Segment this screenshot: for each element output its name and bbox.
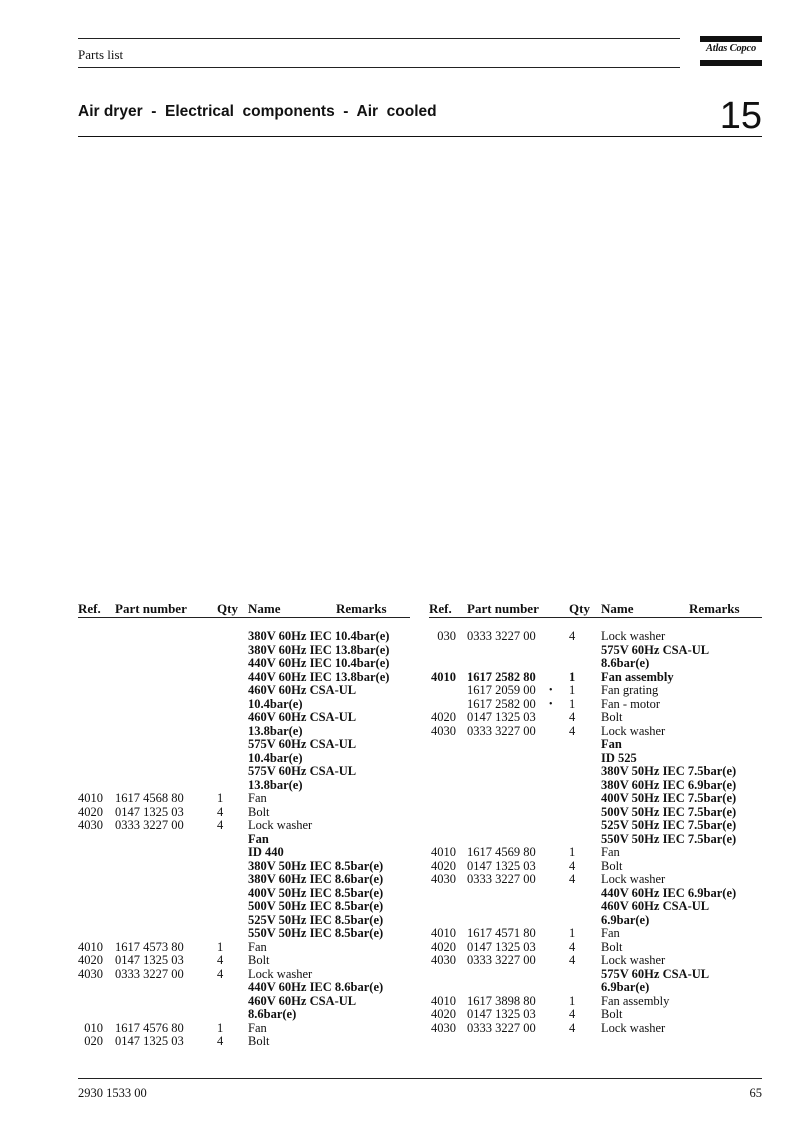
part-qty: 4	[569, 710, 576, 724]
table-row	[70, 644, 410, 658]
part-number: 0147 1325 03	[467, 710, 536, 724]
part-number: 1617 4568 80	[115, 791, 184, 805]
table-row	[420, 927, 762, 941]
table-row	[70, 954, 410, 968]
table-row	[70, 819, 410, 833]
part-ref: 4030	[431, 1020, 456, 1035]
part-qty: 4	[569, 723, 576, 738]
table-row	[420, 630, 762, 644]
table-row	[420, 657, 762, 671]
part-qty: 4	[569, 1020, 576, 1035]
part-ref: 4030	[78, 818, 103, 832]
table-row	[420, 914, 762, 928]
part-name: Lock washer	[601, 629, 666, 643]
part-number: 0147 1325 03	[467, 939, 536, 954]
table-row	[420, 752, 762, 766]
part-ref: 4020	[78, 804, 103, 819]
table-row	[420, 887, 762, 901]
part-ref: 4010	[431, 845, 456, 859]
part-qty: 4	[569, 953, 576, 967]
part-name: Lock washer	[601, 723, 666, 738]
table-row	[70, 1008, 410, 1022]
part-name: 440V 60Hz IEC 8.6bar(e)	[248, 980, 384, 994]
part-ref: 020	[84, 1034, 103, 1048]
part-name: 575V 60Hz CSA-UL	[601, 966, 710, 981]
part-name: 525V 50Hz IEC 7.5bar(e)	[601, 818, 737, 832]
table-row	[420, 954, 762, 968]
part-name: 440V 60Hz IEC 6.9bar(e)	[601, 885, 737, 900]
part-number: 0333 3227 00	[467, 1020, 536, 1035]
part-ref: 4020	[78, 953, 103, 967]
part-ref: 4010	[78, 939, 103, 954]
part-number: 1617 2582 80	[467, 669, 536, 684]
col-rule-left	[78, 617, 410, 618]
table-row	[70, 833, 410, 847]
part-name: Fan	[601, 737, 622, 751]
table-row	[420, 725, 762, 739]
part-number: 0147 1325 03	[467, 858, 536, 873]
part-ref: 4030	[431, 953, 456, 967]
part-name: 575V 60Hz CSA-UL	[601, 642, 710, 657]
table-row	[70, 792, 410, 806]
part-name: Lock washer	[601, 1020, 666, 1035]
table-row	[420, 698, 762, 712]
part-name: Lock washer	[248, 818, 313, 832]
table-row	[420, 806, 762, 820]
part-name: Bolt	[248, 1034, 270, 1048]
part-ref: 4030	[431, 872, 456, 886]
part-number: 0147 1325 03	[115, 953, 184, 967]
part-name: 6.9bar(e)	[601, 912, 650, 927]
part-qty: 1	[569, 669, 576, 684]
part-name: Lock washer	[601, 872, 666, 886]
table-row	[70, 1035, 410, 1049]
bullet-icon: •	[549, 685, 553, 696]
table-row	[420, 792, 762, 806]
part-ref: 4020	[431, 710, 456, 724]
part-name: 8.6bar(e)	[601, 656, 650, 670]
part-name: 550V 50Hz IEC 8.5bar(e)	[248, 926, 384, 940]
table-row	[70, 765, 410, 779]
part-qty: 4	[569, 1007, 576, 1021]
part-name: Bolt	[248, 953, 270, 967]
part-name: Fan	[601, 926, 620, 940]
table-row	[420, 1022, 762, 1036]
table-row	[70, 698, 410, 712]
part-name: 10.4bar(e)	[248, 750, 303, 765]
table-row	[70, 927, 410, 941]
part-name: Fan	[248, 831, 269, 846]
table-row	[70, 752, 410, 766]
part-qty: 4	[569, 939, 576, 954]
part-name: 13.8bar(e)	[248, 723, 303, 738]
part-name: 380V 60Hz IEC 10.4bar(e)	[248, 629, 390, 643]
part-name: Fan assembly	[601, 993, 670, 1008]
part-number: 0333 3227 00	[467, 872, 536, 886]
part-qty: 4	[569, 858, 576, 873]
part-name: Bolt	[601, 710, 623, 724]
part-name: 380V 60Hz IEC 8.6bar(e)	[248, 872, 384, 886]
part-name: 400V 50Hz IEC 7.5bar(e)	[601, 791, 737, 805]
table-row	[70, 914, 410, 928]
part-name: Lock washer	[601, 953, 666, 967]
table-row	[420, 968, 762, 982]
part-name: 525V 50Hz IEC 8.5bar(e)	[248, 912, 384, 927]
table-row	[420, 846, 762, 860]
part-qty: 1	[569, 696, 576, 711]
part-name: 440V 60Hz IEC 10.4bar(e)	[248, 656, 390, 670]
table-row	[420, 995, 762, 1009]
title-rule	[78, 136, 762, 137]
part-name: 460V 60Hz CSA-UL	[248, 683, 357, 697]
page-number: 65	[749, 1086, 762, 1100]
table-row	[70, 738, 410, 752]
table-row	[70, 725, 410, 739]
table-row	[420, 1008, 762, 1022]
part-name: Lock washer	[248, 966, 313, 981]
part-name: Bolt	[601, 1007, 623, 1021]
logo-text: Atlas Copco	[705, 43, 756, 54]
table-row	[420, 981, 762, 995]
col-part-right: Part number	[467, 601, 539, 616]
part-name: 440V 60Hz IEC 13.8bar(e)	[248, 669, 390, 684]
table-row	[420, 873, 762, 887]
part-qty: 1	[569, 683, 576, 697]
part-qty: 1	[569, 926, 576, 940]
table-row	[70, 968, 410, 982]
part-qty: 4	[217, 818, 224, 832]
part-qty: 4	[217, 1034, 224, 1048]
col-remarks-left: Remarks	[336, 601, 387, 616]
part-ref: 4020	[431, 858, 456, 873]
table-row	[420, 900, 762, 914]
table-row	[420, 644, 762, 658]
col-rule-right	[429, 617, 762, 618]
page-title: Air dryer - Electrical components - Air cooled	[78, 103, 437, 120]
col-ref-right: Ref.	[429, 601, 452, 616]
part-name: 380V 60Hz IEC 6.9bar(e)	[601, 777, 737, 792]
table-row	[70, 657, 410, 671]
part-number: 1617 3898 80	[467, 993, 536, 1008]
table-row	[420, 860, 762, 874]
table-row	[70, 846, 410, 860]
table-row	[70, 887, 410, 901]
part-name: 380V 60Hz IEC 13.8bar(e)	[248, 642, 390, 657]
part-name: Fan	[248, 1020, 267, 1035]
part-number: 1617 4569 80	[467, 845, 536, 859]
table-row	[420, 941, 762, 955]
part-number: 0147 1325 03	[115, 804, 184, 819]
section-label: Parts list	[78, 47, 124, 62]
part-ref: 4010	[431, 669, 456, 684]
table-row	[420, 819, 762, 833]
part-ref: 030	[437, 629, 456, 643]
part-ref: 4030	[431, 723, 456, 738]
part-name: 380V 50Hz IEC 8.5bar(e)	[248, 858, 384, 873]
part-number: 1617 2582 00	[467, 696, 536, 711]
part-ref: 4010	[431, 993, 456, 1008]
part-ref: 010	[84, 1020, 103, 1035]
part-qty: 1	[217, 791, 224, 805]
part-number: 0147 1325 03	[115, 1034, 184, 1048]
part-qty: 4	[217, 953, 224, 967]
part-number: 0333 3227 00	[115, 966, 184, 981]
part-name: Bolt	[601, 858, 623, 873]
table-row	[70, 806, 410, 820]
part-qty: 1	[569, 993, 576, 1008]
part-name: 10.4bar(e)	[248, 696, 303, 711]
part-name: 460V 60Hz CSA-UL	[601, 899, 710, 913]
part-ref: 4030	[78, 966, 103, 981]
table-row	[70, 671, 410, 685]
part-name: Fan	[248, 791, 267, 805]
document-number: 2930 1533 00	[78, 1086, 147, 1100]
footer-rule	[78, 1078, 762, 1079]
part-name: Fan	[248, 939, 267, 954]
table-row	[70, 630, 410, 644]
part-name: Fan - motor	[601, 696, 661, 711]
part-number: 0333 3227 00	[467, 723, 536, 738]
part-name: 500V 50Hz IEC 7.5bar(e)	[601, 804, 737, 819]
col-ref-left: Ref.	[78, 601, 101, 616]
table-row	[70, 941, 410, 955]
part-name: Fan	[601, 845, 620, 859]
part-name: ID 440	[248, 845, 284, 859]
part-ref: 4010	[431, 926, 456, 940]
part-number: 0147 1325 03	[467, 1007, 536, 1021]
table-row	[420, 684, 762, 698]
part-qty: 1	[217, 1020, 224, 1035]
part-qty: 4	[217, 804, 224, 819]
table-row	[70, 684, 410, 698]
table-row	[420, 738, 762, 752]
part-qty: 4	[569, 872, 576, 886]
table-row	[420, 833, 762, 847]
bullet-icon: •	[549, 698, 553, 710]
part-name: ID 525	[601, 750, 637, 765]
col-name-left: Name	[248, 601, 281, 616]
atlas-copco-logo	[700, 36, 762, 66]
part-name: 460V 60Hz CSA-UL	[248, 993, 357, 1008]
part-ref: 4020	[431, 939, 456, 954]
part-name: Fan assembly	[601, 669, 674, 684]
part-name: 575V 60Hz CSA-UL	[248, 764, 357, 778]
part-qty: 1	[569, 845, 576, 859]
col-name-right: Name	[601, 601, 634, 616]
part-name: 575V 60Hz CSA-UL	[248, 737, 357, 751]
table-row	[70, 873, 410, 887]
table-row	[70, 1022, 410, 1036]
table-row	[70, 900, 410, 914]
table-row	[70, 860, 410, 874]
part-name: Bolt	[248, 804, 270, 819]
part-qty: 4	[569, 629, 576, 643]
part-number: 1617 2059 00	[467, 683, 536, 697]
part-number: 0333 3227 00	[467, 629, 536, 643]
part-name: 550V 50Hz IEC 7.5bar(e)	[601, 831, 737, 846]
part-name: 13.8bar(e)	[248, 777, 303, 792]
table-row	[420, 671, 762, 685]
part-qty: 4	[217, 966, 224, 981]
part-name: 380V 50Hz IEC 7.5bar(e)	[601, 764, 737, 778]
part-name: 6.9bar(e)	[601, 980, 650, 994]
chapter-number: 15	[719, 95, 762, 137]
part-number: 1617 4571 80	[467, 926, 536, 940]
header-bottom-rule	[78, 67, 680, 68]
col-part-left: Part number	[115, 601, 187, 616]
col-qty-left: Qty	[217, 601, 238, 616]
table-row	[420, 765, 762, 779]
part-ref: 4020	[431, 1007, 456, 1021]
part-name: 400V 50Hz IEC 8.5bar(e)	[248, 885, 384, 900]
part-qty: 1	[217, 939, 224, 954]
col-remarks-right: Remarks	[689, 601, 740, 616]
table-row	[70, 779, 410, 793]
table-row	[70, 995, 410, 1009]
part-ref: 4010	[78, 791, 103, 805]
part-name: 8.6bar(e)	[248, 1007, 297, 1021]
col-qty-right: Qty	[569, 601, 590, 616]
part-number: 0333 3227 00	[467, 953, 536, 967]
table-row	[70, 711, 410, 725]
part-name: 460V 60Hz CSA-UL	[248, 710, 357, 724]
header-top-rule	[78, 38, 680, 39]
part-number: 1617 4576 80	[115, 1020, 184, 1035]
part-name: 500V 50Hz IEC 8.5bar(e)	[248, 899, 384, 913]
table-row	[420, 711, 762, 725]
table-row	[70, 981, 410, 995]
part-number: 1617 4573 80	[115, 939, 184, 954]
part-name: Fan grating	[601, 683, 659, 697]
part-number: 0333 3227 00	[115, 818, 184, 832]
part-name: Bolt	[601, 939, 623, 954]
table-row	[420, 779, 762, 793]
